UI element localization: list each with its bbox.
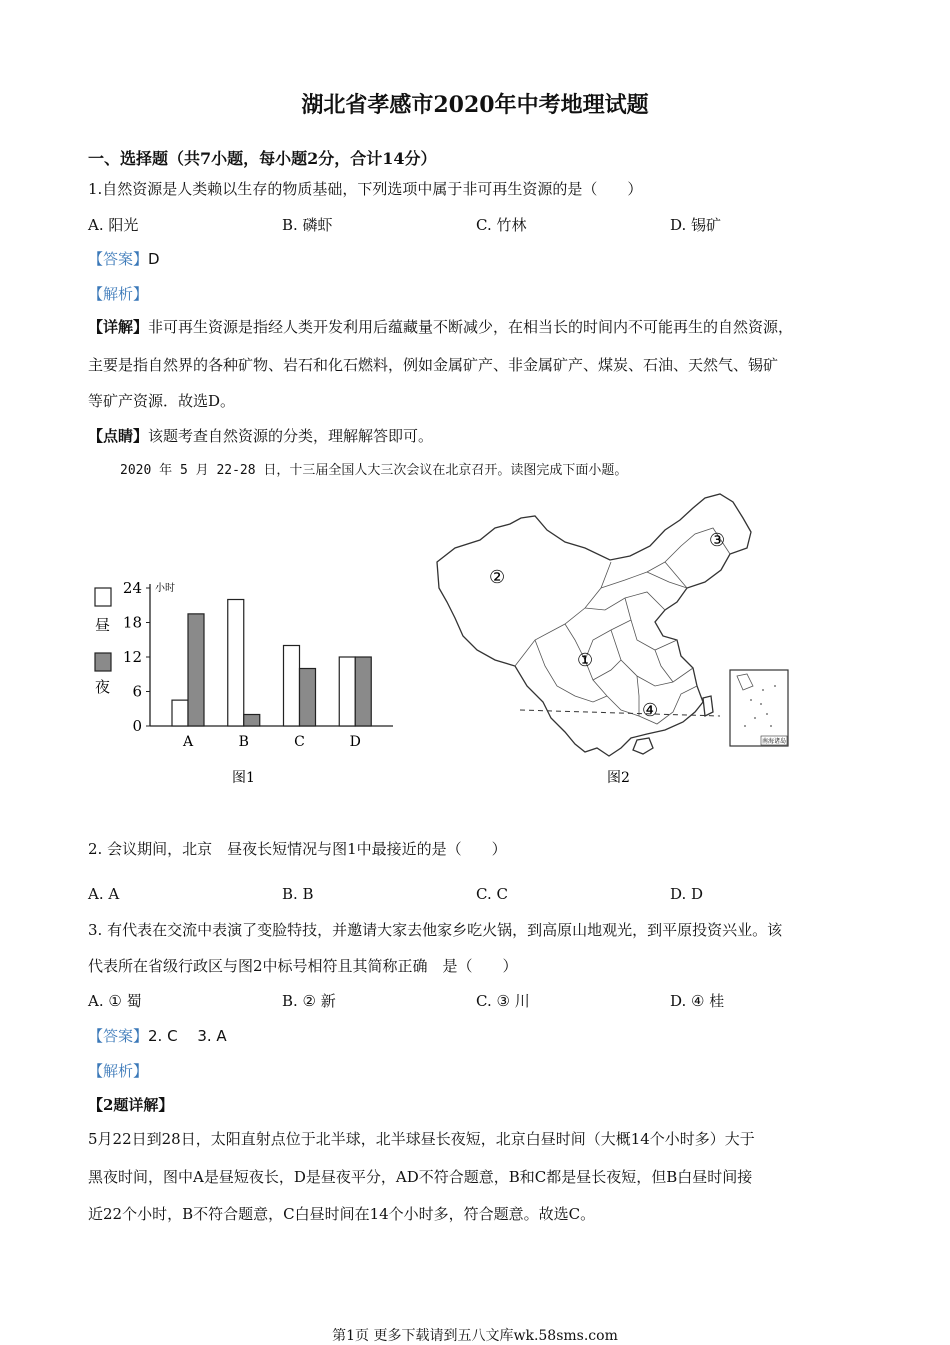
q3-option-c: C. ③ 川	[476, 992, 530, 1010]
q2-detail-line2: 黑夜时间，图中A是昼短夜长，D是昼夜平分，AD不符合题意，B和C都是昼长夜短，但B白昼时间接	[88, 1168, 753, 1186]
q3-option-a: A. ① 蜀	[88, 992, 142, 1010]
y-tick-label: 24	[122, 579, 142, 597]
answer-tag: 【答案】	[88, 1027, 149, 1045]
q2-option-c: C. C	[476, 885, 508, 903]
bar-night-C	[300, 669, 316, 727]
bar-day-D	[339, 657, 355, 726]
marker-4: ④	[642, 700, 659, 721]
q2-option-a: A. A	[88, 885, 120, 903]
section-heading: 一、选择题（共7小题，每小题2分，合计14分）	[88, 149, 437, 168]
q1-option-a: A. 阳光	[88, 216, 139, 234]
figure1-chart	[85, 570, 405, 790]
bar-day-A	[172, 700, 188, 726]
marker-3: ③	[709, 530, 726, 551]
legend-night-swatch	[95, 653, 111, 671]
q2-stem: 2. 会议期间，北京 昼夜长短情况与图1中最接近的是（ ）	[88, 840, 507, 858]
x-tick-label: A	[182, 734, 194, 750]
q23-analysis-tag: 【解析】	[88, 1062, 149, 1080]
marker-2: ②	[489, 567, 506, 588]
q1-stem: 1.自然资源是人类赖以生存的物质基础，下列选项中属于非可再生资源的是（ ）	[88, 180, 643, 198]
q3-stem-line1: 3. 有代表在交流中表演了变脸特技，并邀请大家去他家乡吃火锅，到高原山地观光，到平原投资兴业。该	[88, 921, 783, 939]
legend-day-swatch	[95, 588, 111, 606]
q1-answer	[88, 248, 160, 269]
q3-option-b: B. ② 新	[282, 992, 336, 1010]
q23-answer	[88, 1025, 227, 1046]
y-tick-label: 0	[132, 717, 142, 735]
detail-text: 非可再生资源是指经人类开发利用后蕴藏量不断减少，在相当长的时间内不可能再生的自然资源，	[148, 318, 794, 336]
x-tick-label: D	[349, 734, 361, 750]
q1-comment	[88, 425, 433, 446]
figure2-caption: 图2	[607, 770, 630, 786]
x-tick-label: B	[238, 734, 249, 750]
bar-night-A	[188, 614, 204, 726]
south-china-sea-inset	[730, 670, 788, 746]
x-tick-label: C	[294, 734, 305, 750]
q1-option-c: C. 竹林	[476, 216, 527, 234]
q3-option-d: D. ④ 桂	[670, 992, 725, 1010]
q1-detail-line1	[88, 316, 793, 337]
bar-night-B	[244, 715, 260, 727]
y-tick-label: 6	[132, 682, 142, 701]
comment-text: 该题考查自然资源的分类，理解解答即可。	[148, 427, 434, 445]
q2-detail-line1: 5月22日到28日，太阳直射点位于北半球，北半球昼长夜短，北京白昼时间（大概14个小时多）大于	[88, 1130, 755, 1148]
q2-detail-line3: 近22个小时，B不符合题意，C白昼时间在14个小时多，符合题意。故选C。	[88, 1205, 596, 1223]
bar-night-D	[355, 657, 371, 726]
bar-day-C	[284, 646, 300, 727]
q2-option-d: D. D	[670, 885, 704, 903]
q1-detail-line3: 等矿产资源．故选D。	[88, 392, 236, 410]
page-footer: 第1页 更多下载请到五八文库wk.58sms.com	[332, 1328, 618, 1344]
figure1-caption: 图1	[232, 770, 255, 786]
y-tick-label: 12	[122, 648, 142, 666]
q2-option-b: B. B	[282, 885, 314, 903]
comment-tag: 【点睛】	[88, 427, 149, 445]
q1-detail-line2: 主要是指自然界的各种矿物、岩石和化石燃料，例如金属矿产、非金属矿产、煤炭、石油、天然气、锡矿	[88, 356, 779, 374]
y-tick-label: 18	[122, 613, 142, 632]
bar-day-B	[228, 600, 244, 727]
china-outline	[437, 494, 751, 756]
q3-stem-line2: 代表所在省级行政区与图2中标号相符且其简称正确 是（ ）	[88, 957, 518, 975]
q2-detail-tag: 【2题详解】	[88, 1096, 174, 1114]
inset-label: 南海诸岛	[762, 738, 787, 745]
answer-value: 2. C 3. A	[148, 1027, 227, 1045]
answer-value: D	[148, 250, 160, 268]
marker-1: ①	[577, 650, 594, 671]
q1-option-d: D. 锡矿	[670, 216, 722, 234]
y-unit-label: 小时	[155, 583, 175, 594]
answer-tag: 【答案】	[88, 250, 149, 268]
legend-night-label: 夜	[95, 678, 111, 696]
detail-tag: 【详解】	[88, 318, 149, 336]
intro-text: 2020 年 5 月 22-28 日，十三届全国人大三次会议在北京召开。读图完成下面小题。	[120, 463, 628, 478]
q1-option-b: B. 磷虾	[282, 216, 333, 234]
q1-analysis-tag: 【解析】	[88, 285, 149, 303]
legend-day-label: 昼	[95, 616, 111, 634]
page-title: 湖北省孝感市2020年中考地理试题	[301, 92, 649, 118]
figure2-map	[425, 490, 795, 790]
